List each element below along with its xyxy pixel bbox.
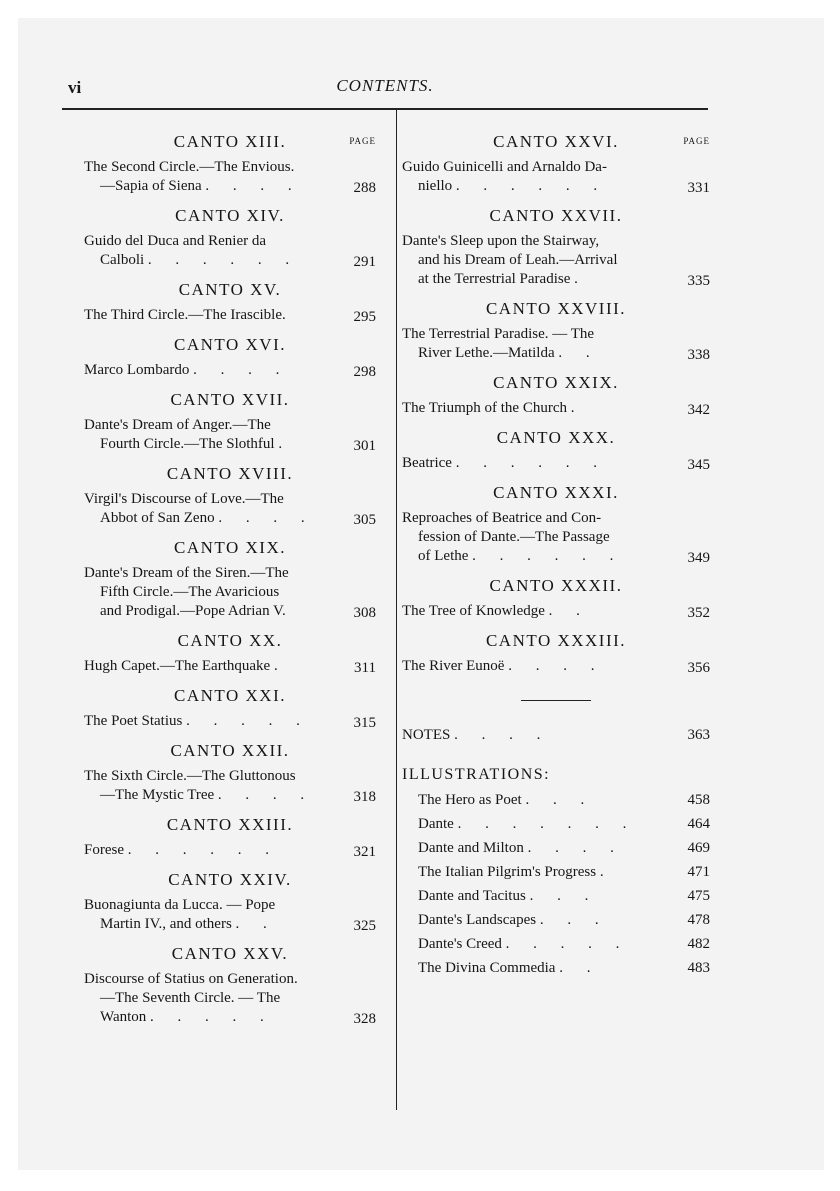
entry-last-line <box>402 177 676 196</box>
page-ref: 295 <box>353 309 376 325</box>
entry-line: and Prodigal.—Pope Adrian V. <box>100 603 286 619</box>
entry-line: of Lethe <box>418 548 469 564</box>
leader-dots: . . . . . . <box>472 548 624 564</box>
canto-heading <box>84 686 376 712</box>
page-ref: 478 <box>687 912 710 928</box>
toc-entry[interactable] <box>84 361 376 380</box>
canto-title: CANTO XX. <box>177 631 283 650</box>
canto-title: CANTO XXIV. <box>168 870 292 889</box>
canto-heading <box>84 538 376 564</box>
leader-dots: . . . . . . <box>455 455 607 471</box>
left-column <box>84 132 376 1037</box>
canto-heading <box>84 944 376 970</box>
entry-line: Virgil's Discourse of Love.—The <box>84 491 284 507</box>
entry-line: Wanton <box>100 1009 147 1025</box>
entry-last-line <box>402 270 676 289</box>
entry-last-line <box>84 435 342 454</box>
canto-heading <box>84 280 376 306</box>
leader-dots: . <box>570 400 585 416</box>
page-ref: 305 <box>353 512 376 528</box>
canto-block <box>84 870 376 934</box>
leader-dots: . . . . . . . <box>457 816 637 832</box>
canto-title: CANTO XXXII. <box>489 576 623 595</box>
leader-dots: . . <box>548 603 590 619</box>
canto-block <box>84 631 376 676</box>
page-ref: 338 <box>687 347 710 363</box>
leader-dots: . <box>278 436 293 452</box>
canto-block <box>84 538 376 621</box>
canto-heading <box>84 206 376 232</box>
leader-dots: . . . . <box>527 840 624 856</box>
canto-block <box>84 815 376 860</box>
canto-title: CANTO XXVIII. <box>485 299 627 318</box>
canto-block <box>402 299 710 363</box>
running-head <box>62 60 708 110</box>
toc-entry[interactable] <box>84 232 376 270</box>
toc-entry[interactable] <box>84 970 376 1027</box>
page-ref: 325 <box>353 918 376 934</box>
page-ref: 288 <box>353 180 376 196</box>
leader-dots: . . . . <box>218 510 315 526</box>
canto-title: CANTO XVII. <box>170 390 290 409</box>
entry-last-line <box>402 399 676 418</box>
page-ref: 315 <box>353 715 376 731</box>
canto-title: CANTO XXXI. <box>493 483 619 502</box>
canto-block <box>84 280 376 325</box>
canto-block <box>84 335 376 380</box>
toc-entry[interactable] <box>84 490 376 528</box>
entry-last-line <box>84 712 342 731</box>
canto-heading <box>402 299 710 325</box>
canto-block <box>84 741 376 805</box>
canto-title: CANTO XXXIII. <box>485 631 627 650</box>
canto-block <box>84 686 376 731</box>
canto-title: CANTO XV. <box>178 280 282 299</box>
illustration-title: The Divina Commedia <box>418 960 556 976</box>
entry-line: Marco Lombardo <box>84 362 190 378</box>
canto-heading <box>84 815 376 841</box>
entry-line: The Second Circle.—The Envious. <box>84 159 295 175</box>
entry-line: Calboli <box>100 252 145 268</box>
canto-block <box>402 483 710 566</box>
leader-dots: . . . . <box>508 658 605 674</box>
canto-title: CANTO XIII. <box>173 132 287 151</box>
toc-entry[interactable] <box>402 158 710 196</box>
entry-line: Dante's Dream of Anger.—The <box>84 417 271 433</box>
entry-last-line <box>84 786 342 805</box>
leader-dots: . <box>574 271 588 287</box>
page-ref: 301 <box>353 438 376 454</box>
entry-last-line <box>84 657 342 676</box>
entry-line: River Lethe.—Matilda <box>418 345 555 361</box>
entry-last-line <box>84 361 342 380</box>
illustration-entry[interactable] <box>402 860 710 884</box>
entry-line: Buonagiunta da Lucca. — Pope <box>84 897 276 913</box>
leader-dots: . . . . . . <box>147 252 300 268</box>
illustration-title: Dante and Milton <box>418 840 524 856</box>
page-ref: 335 <box>687 273 710 289</box>
notes-label: NOTES <box>402 727 451 743</box>
entry-line: Guido Guinicelli and Arnaldo Da- <box>402 159 607 175</box>
page-ref: 483 <box>687 960 710 976</box>
illustration-title: The Italian Pilgrim's Progress <box>418 864 597 880</box>
illustration-entry[interactable] <box>402 932 710 956</box>
column-divider <box>396 110 397 1110</box>
toc-entry[interactable] <box>84 841 376 860</box>
toc-entry[interactable] <box>84 767 376 805</box>
entry-line: Beatrice <box>402 455 452 471</box>
canto-title: CANTO XXII. <box>170 741 290 760</box>
entry-line: The Poet Statius <box>84 713 183 729</box>
leader-dots: . . . . . <box>186 713 310 729</box>
illustrations-heading: ILLUSTRATIONS: <box>402 766 551 783</box>
toc-entry[interactable] <box>402 602 710 621</box>
canto-title: CANTO XXVII. <box>489 206 623 225</box>
toc-entry[interactable] <box>402 657 710 676</box>
entry-last-line <box>84 915 342 934</box>
notes-dots: . . . . <box>454 727 551 743</box>
canto-title: CANTO XVIII. <box>166 464 294 483</box>
leader-dots: . . . . . . <box>127 842 279 858</box>
leader-dots: . . . <box>539 912 609 928</box>
toc-entry[interactable] <box>402 232 710 289</box>
illustration-entry[interactable] <box>402 884 710 908</box>
entry-last-line <box>84 841 342 860</box>
illustration-entry[interactable] <box>402 908 710 932</box>
illustration-title: Dante's Landscapes <box>418 912 537 928</box>
entry-line: Discourse of Statius on Generation. <box>84 971 298 987</box>
canto-heading <box>402 576 710 602</box>
leader-dots: . . <box>558 345 600 361</box>
illustration-title: Dante <box>418 816 454 832</box>
leader-dots: . . <box>559 960 601 976</box>
canto-block <box>402 132 710 196</box>
illustration-title: The Hero as Poet <box>418 792 522 808</box>
page-ref: 458 <box>687 792 710 808</box>
toc-entry[interactable] <box>84 306 376 325</box>
illustration-entry[interactable] <box>402 836 710 860</box>
leader-dots: . . . <box>529 888 599 904</box>
toc-entry[interactable] <box>402 399 710 418</box>
page-ref: 469 <box>687 840 710 856</box>
leader-dots: . . . . <box>205 178 302 194</box>
entry-line: The River Eunoë <box>402 658 505 674</box>
right-canto-list <box>402 132 710 676</box>
page-ref: 352 <box>687 605 710 621</box>
illustration-title: Dante and Tacitus <box>418 888 526 904</box>
toc-entry[interactable] <box>84 896 376 934</box>
leader-dots: . <box>273 658 288 674</box>
entry-line: Martin IV., and others <box>100 916 232 932</box>
illustration-entry[interactable] <box>402 956 710 980</box>
entry-line: at the Terrestrial Paradise <box>418 271 571 287</box>
illustration-entry[interactable] <box>402 812 710 836</box>
entry-line: Hugh Capet.—The Earthquake <box>84 658 271 674</box>
page-ref: 308 <box>353 605 376 621</box>
page-ref: 464 <box>687 816 710 832</box>
entry-last-line <box>402 344 676 363</box>
page-ref: 298 <box>353 364 376 380</box>
canto-title: CANTO XIX. <box>174 538 286 557</box>
entry-line: fession of Dante.—The Passage <box>418 529 610 545</box>
entry-line: The Terrestrial Paradise. — The <box>402 326 595 342</box>
leader-dots: . . . . . <box>150 1009 274 1025</box>
entry-last-line <box>84 509 342 528</box>
leader-dots: . . . . <box>217 787 315 803</box>
toc-entry[interactable] <box>402 509 710 566</box>
entry-line: and his Dream of Leah.—Arrival <box>418 252 618 268</box>
canto-heading <box>84 464 376 490</box>
canto-title: CANTO XVI. <box>174 335 286 354</box>
page-ref: 321 <box>353 844 376 860</box>
canto-heading <box>402 428 710 454</box>
entry-line: Reproaches of Beatrice and Con- <box>402 510 602 526</box>
canto-block <box>402 631 710 676</box>
entry-line: Forese <box>84 842 124 858</box>
canto-block <box>402 373 710 418</box>
entry-last-line <box>402 657 676 676</box>
canto-title: CANTO XIV. <box>175 206 285 225</box>
canto-heading <box>402 132 710 158</box>
entry-last-line <box>84 177 342 196</box>
page-ref: 331 <box>687 180 710 196</box>
entry-line: Guido del Duca and Renier da <box>84 233 267 249</box>
canto-heading <box>402 631 710 657</box>
notes-entry[interactable] <box>402 727 710 744</box>
leader-dots: . . . . . . <box>455 178 608 194</box>
entry-line: —Sapia of Siena <box>100 178 202 194</box>
page-ref: 356 <box>687 660 710 676</box>
entry-line: The Tree of Knowledge <box>402 603 545 619</box>
leader-dots: . . . . <box>193 362 290 378</box>
page-ref: 311 <box>354 660 376 676</box>
canto-title: CANTO XXV. <box>171 944 289 963</box>
toc-entry[interactable] <box>84 158 376 196</box>
page-ref: 318 <box>353 789 376 805</box>
canto-heading <box>84 741 376 767</box>
page-column-label: PAGE <box>349 136 376 146</box>
page-number: vi <box>68 78 82 97</box>
entry-line: —The Seventh Circle. — The <box>100 990 281 1006</box>
section-rule <box>521 700 591 701</box>
leader-dots: . . . . . <box>505 936 630 952</box>
canto-heading <box>84 390 376 416</box>
canto-block <box>84 464 376 528</box>
toc-entry[interactable] <box>84 416 376 454</box>
page-title: CONTENTS. <box>336 76 434 95</box>
page-ref: 349 <box>687 550 710 566</box>
right-column <box>402 132 710 980</box>
canto-block <box>84 132 376 196</box>
page-ref: 471 <box>687 864 710 880</box>
illustration-title: Dante's Creed <box>418 936 502 952</box>
canto-heading <box>84 631 376 657</box>
canto-block <box>84 206 376 270</box>
toc-entry[interactable] <box>402 325 710 363</box>
canto-heading <box>84 132 376 158</box>
entry-line: Dante's Sleep upon the Stairway, <box>402 233 600 249</box>
canto-title: CANTO XXI. <box>174 686 286 705</box>
page-ref: 482 <box>687 936 710 952</box>
entry-line: —The Mystic Tree <box>100 787 215 803</box>
canto-heading <box>402 206 710 232</box>
leader-dots: . . <box>235 916 277 932</box>
toc-entry[interactable] <box>84 657 376 676</box>
entry-line: Fourth Circle.—The Slothful <box>100 436 275 452</box>
entry-last-line <box>402 547 676 566</box>
canto-heading <box>402 373 710 399</box>
canto-block <box>84 390 376 454</box>
entry-last-line <box>402 602 676 621</box>
entry-last-line <box>84 1008 342 1027</box>
canto-heading <box>402 483 710 509</box>
entry-last-line <box>84 251 342 270</box>
canto-block <box>402 576 710 621</box>
illustrations-list <box>402 788 710 980</box>
canto-heading <box>84 335 376 361</box>
toc-entry[interactable] <box>84 564 376 621</box>
canto-heading <box>84 870 376 896</box>
page-ref: 345 <box>687 457 710 473</box>
canto-title: CANTO XXIII. <box>166 815 294 834</box>
canto-title: CANTO XXIX. <box>493 373 619 392</box>
canto-block <box>402 206 710 289</box>
notes-page: 363 <box>687 727 710 743</box>
page-column-label: PAGE <box>683 136 710 146</box>
page-ref: 475 <box>687 888 710 904</box>
leader-dots: . <box>599 864 614 880</box>
entry-line: Fifth Circle.—The Avaricious <box>100 584 280 600</box>
entry-line: The Triumph of the Church <box>402 400 567 416</box>
entry-line: The Third Circle.—The Irascible. <box>84 307 286 323</box>
page-ref: 342 <box>687 402 710 418</box>
toc-entry[interactable] <box>84 712 376 731</box>
entry-line: Abbot of San Zeno <box>100 510 215 526</box>
leader-dots: . . . <box>525 792 595 808</box>
canto-title: CANTO XXVI. <box>493 132 619 151</box>
toc-entry[interactable] <box>402 454 710 473</box>
entry-last-line <box>402 454 676 473</box>
canto-block <box>402 428 710 473</box>
entry-line: Dante's Dream of the Siren.—The <box>84 565 289 581</box>
page-ref: 291 <box>353 254 376 270</box>
canto-block <box>84 944 376 1027</box>
entry-line: niello <box>418 178 453 194</box>
canto-title: CANTO XXX. <box>496 428 616 447</box>
page-ref: 328 <box>353 1011 376 1027</box>
illustration-entry[interactable] <box>402 788 710 812</box>
entry-line: The Sixth Circle.—The Gluttonous <box>84 768 296 784</box>
